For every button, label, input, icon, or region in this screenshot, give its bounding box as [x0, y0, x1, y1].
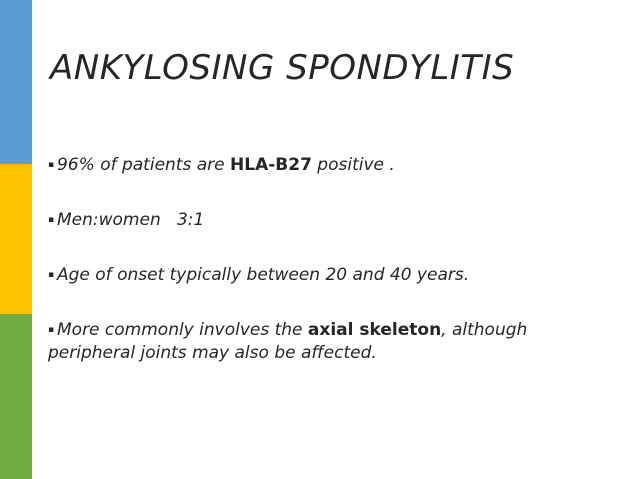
bullet-marker-icon: ▪: [48, 215, 55, 225]
bullet-marker-icon: ▪: [48, 270, 55, 280]
accent-separator: [32, 0, 35, 479]
bullet-text: Men:women 3:1: [57, 210, 205, 230]
bullet-emphasis: axial skeleton: [307, 320, 442, 340]
bullet-text: More commonly involves the: [57, 320, 308, 340]
bullet-emphasis: HLA-B27: [230, 155, 312, 175]
accent-bar-gold: [0, 164, 32, 314]
slide-title: ANKYLOSING SPONDYLITIS: [50, 48, 515, 88]
bullet-text: Age of onset typically between 20 and 40 years.: [57, 265, 470, 285]
accent-bar: [0, 0, 32, 479]
accent-bar-green: [0, 314, 32, 479]
bullet-sex-ratio: [48, 209, 608, 232]
bullet-text: 96% of patients are: [57, 155, 231, 175]
accent-bar-blue: [0, 0, 32, 164]
bullet-marker-icon: ▪: [48, 160, 55, 170]
bullet-marker-icon: ▪: [48, 325, 55, 335]
bullet-hla-b27: [48, 154, 608, 177]
bullet-list: [48, 154, 608, 397]
bullet-axial-skeleton: [48, 319, 608, 365]
bullet-text: positive .: [311, 155, 395, 175]
bullet-text: , although peripheral joints may also be affected.: [48, 320, 528, 363]
bullet-age-of-onset: [48, 264, 608, 287]
